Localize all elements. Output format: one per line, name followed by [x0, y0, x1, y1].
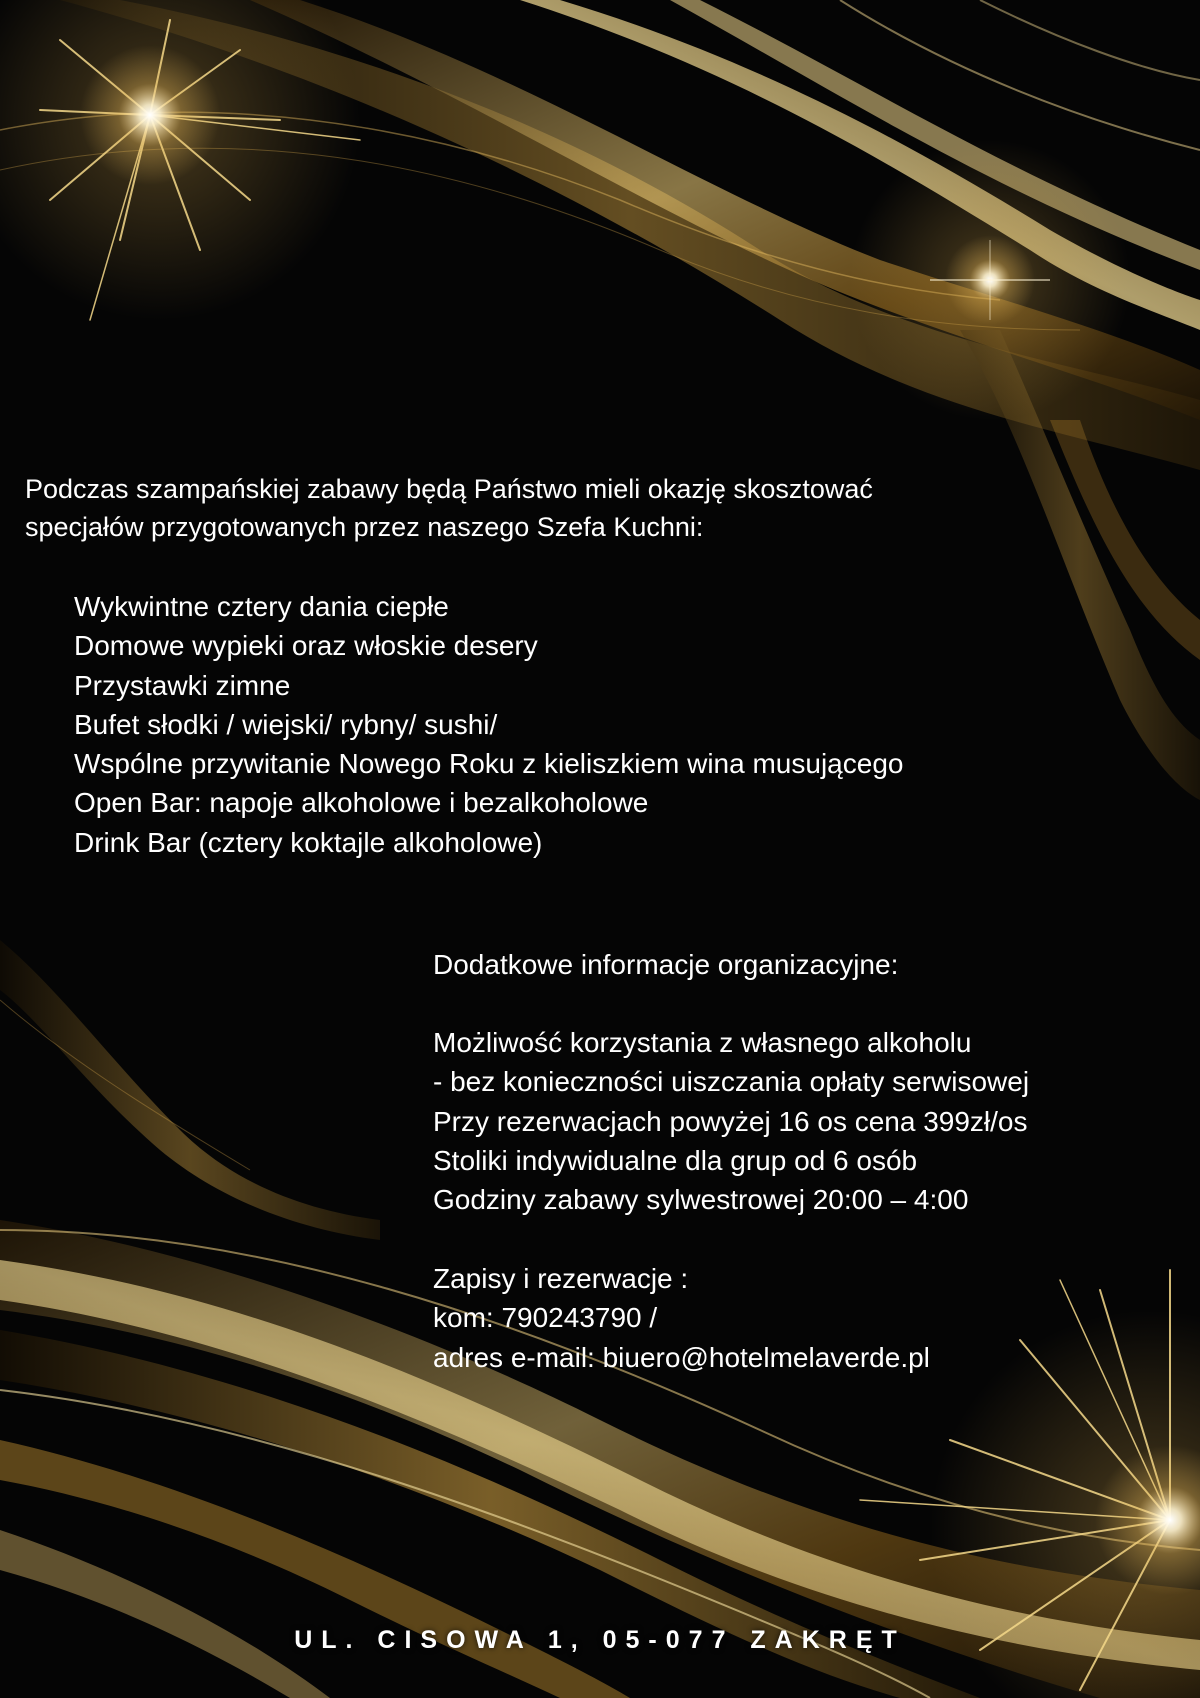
contact-email[interactable]: adres e-mail: biuero@hotelmelaverde.pl	[433, 1341, 930, 1373]
additional-info	[433, 945, 1029, 1377]
intro-line-2: specjałów przygotowanych przez naszego Szefa Kuchni:	[25, 512, 704, 542]
info-item: Stoliki indywidualne dla grup od 6 osób	[433, 1144, 918, 1176]
intro-text	[25, 470, 873, 546]
offer-item: Przystawki zimne	[74, 669, 291, 701]
info-item: Możliwość korzystania z własnego alkoholu	[433, 1027, 972, 1059]
offer-item: Bufet słodki / wiejski/ rybny/ sushi/	[74, 708, 498, 740]
offer-item: Wspólne przywitanie Nowego Roku z kieliszkiem wina musującego	[74, 748, 904, 780]
offer-item: Domowe wypieki oraz włoskie desery	[74, 630, 538, 662]
spacer	[433, 1219, 1029, 1259]
contact-phone[interactable]: kom: 790243790 /	[433, 1302, 658, 1334]
offer-item: Wykwintne cztery dania ciepłe	[74, 591, 449, 622]
contact-heading: Zapisy i rezerwacje :	[433, 1263, 689, 1295]
info-item: - bez konieczności uiszczania opłaty serwisowej	[433, 1066, 1030, 1098]
info-item: Przy rezerwacjach powyżej 16 os cena 399zł/os	[433, 1105, 1028, 1137]
info-item: Godziny zabawy sylwestrowej 20:00 – 4:00	[433, 1184, 969, 1216]
info-heading: Dodatkowe informacje organizacyjne:	[433, 949, 899, 980]
offer-item: Open Bar: napoje alkoholowe i bezalkoholowe	[74, 787, 649, 819]
intro-line-1: Podczas szampańskiej zabawy będą Państwo mieli okazję skosztować	[25, 474, 873, 504]
info-list	[433, 1023, 1029, 1219]
spacer	[433, 984, 1029, 1023]
offer-list	[74, 587, 903, 862]
offer-item: Drink Bar (cztery koktajle alkoholowe)	[74, 826, 543, 858]
address-footer: UL. CISOWA 1, 05-077 ZAKRĘT	[294, 1626, 906, 1654]
